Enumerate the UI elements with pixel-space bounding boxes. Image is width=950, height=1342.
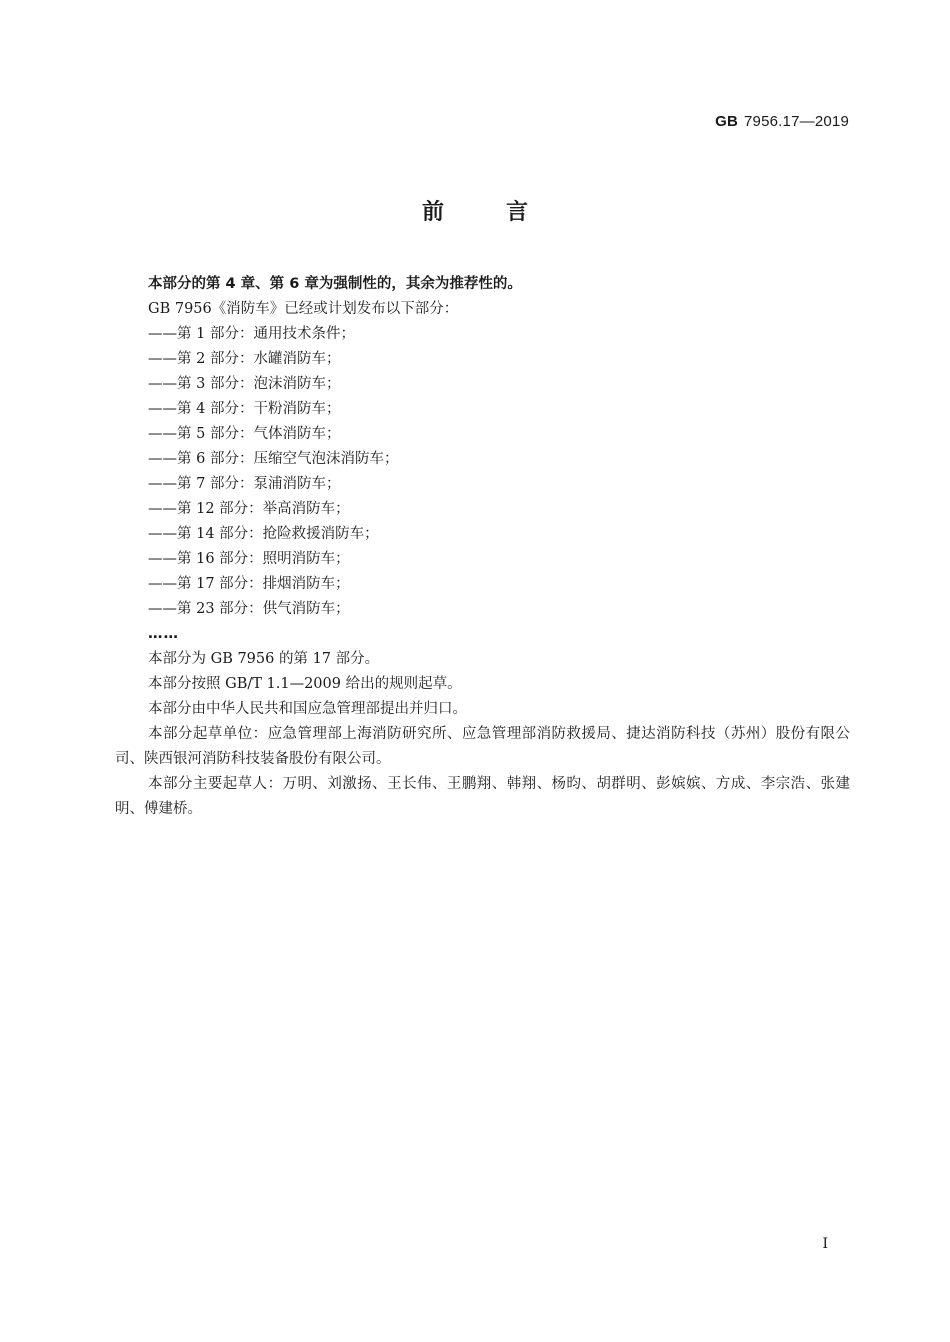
drafting-rules-paragraph: 本部分按照 GB/T 1.1—2009 给出的规则起草。: [148, 676, 462, 692]
list-item: ——第 5 部分：气体消防车；: [148, 426, 341, 442]
drafters-paragraph: 本部分主要起草人：万明、刘激扬、王长伟、王鹏翔、韩翔、杨昀、胡群明、彭嫔嫔、方成、李宗浩、张建明、傅建桥。: [115, 776, 850, 817]
list-item: ——第 4 部分：干粉消防车；: [148, 401, 341, 417]
list-item: ——第 1 部分：通用技术条件；: [148, 326, 355, 342]
list-item: ——第 16 部分：照明消防车；: [148, 551, 350, 567]
list-item: ——第 17 部分：排烟消防车；: [148, 576, 350, 592]
drafting-units-paragraph: 本部分起草单位：应急管理部上海消防研究所、应急管理部消防救援局、捷达消防科技（苏州）股份有限公司、陕西银河消防科技装备股份有限公司。: [115, 726, 850, 767]
list-item: ——第 3 部分：泡沫消防车；: [148, 376, 341, 392]
list-item: ——第 7 部分：泵浦消防车；: [148, 476, 341, 492]
standard-prefix: GB: [715, 113, 738, 130]
page-number: I: [822, 1236, 828, 1252]
mandatory-statement: 本部分的第 4 章、第 6 章为强制性的，其余为推荐性的。: [148, 276, 522, 292]
this-part-paragraph: 本部分为 GB 7956 的第 17 部分。: [148, 651, 380, 667]
series-intro: GB 7956《消防车》已经或计划发布以下部分：: [148, 301, 459, 317]
list-item: ——第 6 部分：压缩空气泡沫消防车；: [148, 451, 399, 467]
standard-number: 7956.17—2019: [744, 113, 849, 130]
list-item: ——第 2 部分：水罐消防车；: [148, 351, 341, 367]
list-item: ——第 23 部分：供气消防车；: [148, 601, 350, 617]
page-title: 前言: [421, 200, 590, 225]
parts-list: [115, 322, 850, 622]
list-ellipsis: ……: [148, 626, 179, 642]
list-item: ——第 12 部分：举高消防车；: [148, 501, 350, 517]
standard-code: [715, 113, 849, 130]
proposed-by-paragraph: 本部分由中华人民共和国应急管理部提出并归口。: [148, 701, 467, 717]
document-body: [115, 272, 850, 822]
list-item: ——第 14 部分：抢险救援消防车；: [148, 526, 379, 542]
